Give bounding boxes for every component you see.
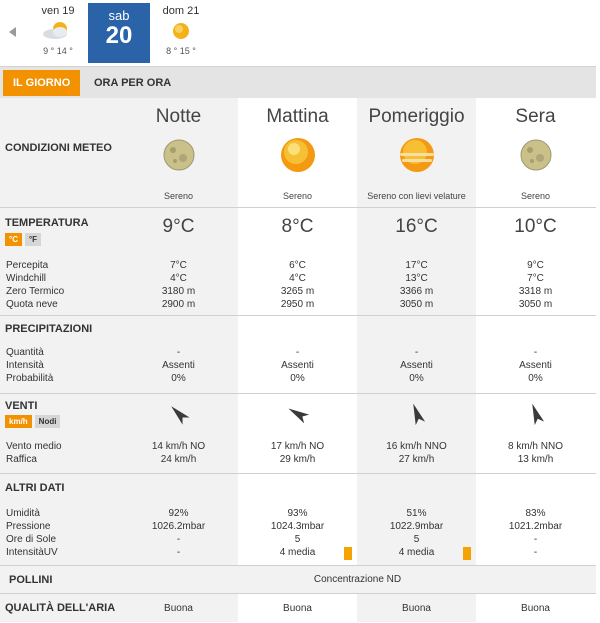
condition-text: Sereno — [282, 191, 313, 201]
sublabel-raffica: Raffica — [6, 454, 37, 465]
air-column — [238, 594, 357, 622]
air-value: Buona — [402, 603, 431, 614]
wind-arrow-icon — [522, 399, 549, 428]
wind-detail: 17 km/h NO — [270, 441, 325, 452]
wind-detail: 14 km/h NO — [151, 441, 206, 452]
precip-column — [119, 316, 238, 393]
precip-detail: Assenti — [281, 360, 314, 371]
other-detail: - — [176, 547, 181, 558]
unit-knots-button[interactable]: Nodi — [35, 415, 61, 428]
temp-value: 16°C — [395, 216, 438, 237]
row-label — [0, 394, 119, 473]
wind-column — [357, 394, 476, 473]
other-detail: - — [533, 547, 538, 558]
unit-fahrenheit-button[interactable]: °F — [25, 233, 41, 246]
temp-detail: 4°C — [170, 273, 187, 284]
other-detail: 83% — [525, 508, 546, 519]
day-number: 20 — [105, 22, 133, 49]
period-column — [357, 98, 476, 207]
other-detail: - — [176, 534, 181, 545]
precip-detail: Assenti — [400, 360, 433, 371]
precipitation-title: PRECIPITAZIONI — [5, 323, 93, 335]
other-detail: 93% — [287, 508, 308, 519]
sublabel-probabilita: Probabilità — [6, 373, 54, 384]
precip-detail: 0% — [290, 373, 305, 384]
precipitation-row — [0, 316, 596, 394]
wind-detail: 8 km/h NNO — [507, 441, 563, 452]
period-name: Pomeriggio — [368, 106, 465, 127]
forecast-table — [0, 98, 596, 622]
sun-hazy-icon — [397, 136, 437, 174]
wind-arrow-icon — [282, 399, 313, 428]
row-label — [0, 98, 119, 207]
air-column — [119, 594, 238, 622]
temp-detail: 9°C — [527, 260, 544, 271]
condition-text: Sereno con lievi velature — [367, 191, 466, 201]
temp-detail: 3366 m — [399, 286, 434, 297]
other-column — [119, 474, 238, 565]
period-column — [476, 98, 595, 207]
sublabel-zero-termico: Zero Termico — [6, 286, 65, 297]
other-detail: 1026.2mbar — [151, 521, 206, 532]
wind-detail: 24 km/h — [160, 454, 197, 465]
temp-value: 8°C — [281, 216, 314, 237]
uv-indicator — [463, 547, 471, 560]
sun-icon — [279, 136, 317, 174]
precip-detail: - — [295, 347, 300, 358]
temp-column — [238, 208, 357, 315]
day-temps: 8 ° 15 ° — [166, 46, 196, 56]
temp-detail: 7°C — [527, 273, 544, 284]
day-name: ven 19 — [41, 5, 75, 17]
day-tab-dom-21[interactable] — [150, 3, 212, 63]
wind-arrow-icon — [403, 399, 430, 428]
partly-cloudy-icon — [27, 18, 89, 44]
period-column — [119, 98, 238, 207]
precip-column — [357, 316, 476, 393]
row-label — [0, 316, 119, 393]
other-data-title: ALTRI DATI — [5, 482, 65, 494]
precip-detail: - — [533, 347, 538, 358]
unit-celsius-button[interactable]: °C — [5, 233, 22, 246]
temp-detail: 17°C — [405, 260, 428, 271]
period-name: Sera — [515, 106, 556, 127]
precip-detail: 0% — [171, 373, 186, 384]
other-detail: 92% — [168, 508, 189, 519]
prev-day-arrow-icon[interactable] — [9, 27, 16, 37]
temp-detail: 3050 m — [518, 299, 553, 310]
uv-indicator — [344, 547, 352, 560]
sublabel-intensita: Intensità — [6, 360, 44, 371]
conditions-row — [0, 98, 596, 208]
precip-detail: 0% — [528, 373, 543, 384]
temp-detail: 3180 m — [161, 286, 196, 297]
temp-column — [119, 208, 238, 315]
temp-detail: 6°C — [289, 260, 306, 271]
sublabel-windchill: Windchill — [6, 273, 47, 284]
wind-row — [0, 394, 596, 474]
other-detail: 4 media — [398, 547, 435, 558]
other-column — [357, 474, 476, 565]
tab-ora-per-ora[interactable]: ORA PER ORA — [94, 77, 172, 89]
other-detail: 5 — [413, 534, 420, 545]
sublabel-pressione: Pressione — [6, 521, 51, 532]
day-name: sab — [108, 8, 130, 23]
day-tab-ven-19[interactable] — [27, 3, 89, 63]
day-name: dom 21 — [162, 5, 200, 17]
day-tab-sab-20[interactable] — [88, 3, 150, 63]
row-label — [0, 566, 119, 593]
temperature-title: TEMPERATURA — [5, 217, 89, 229]
other-column — [238, 474, 357, 565]
air-value: Buona — [521, 603, 550, 614]
precip-detail: - — [414, 347, 419, 358]
other-detail: 51% — [406, 508, 427, 519]
air-value: Buona — [164, 603, 193, 614]
sublabel-umidita: Umidità — [6, 508, 40, 519]
view-tabs — [0, 66, 596, 98]
unit-kmh-button[interactable]: km/h — [5, 415, 32, 428]
day-navigation — [0, 0, 600, 66]
wind-arrow-icon — [163, 398, 194, 429]
temp-detail: 13°C — [405, 273, 428, 284]
precip-column — [238, 316, 357, 393]
wind-column — [238, 394, 357, 473]
temp-column — [357, 208, 476, 315]
air-column — [476, 594, 595, 622]
period-name: Mattina — [266, 106, 329, 127]
sublabel-vento-medio: Vento medio — [6, 441, 62, 452]
temp-detail: 3318 m — [518, 286, 553, 297]
pollen-title: POLLINI — [9, 574, 53, 586]
precip-detail: Assenti — [162, 360, 195, 371]
tab-il-giorno[interactable]: IL GIORNO — [3, 70, 80, 96]
other-detail: 1021.2mbar — [508, 521, 563, 532]
pollen-row — [0, 566, 596, 594]
sublabel-intensita-uv: IntensitàUV — [6, 547, 58, 558]
pollen-value: Concentrazione ND — [313, 574, 402, 585]
temp-value: 9°C — [162, 216, 195, 237]
wind-column — [119, 394, 238, 473]
row-label — [0, 474, 119, 565]
wind-detail: 13 km/h — [517, 454, 554, 465]
day-temps: 9 ° 14 ° — [43, 46, 73, 56]
temp-detail: 4°C — [289, 273, 306, 284]
sublabel-ore-di-sole: Ore di Sole — [6, 534, 57, 545]
row-label — [0, 208, 119, 315]
temp-detail: 7°C — [170, 260, 187, 271]
temp-detail: 2900 m — [161, 299, 196, 310]
other-data-row — [0, 474, 596, 566]
air-column — [357, 594, 476, 622]
other-detail: 5 — [294, 534, 301, 545]
moon-icon — [162, 138, 196, 172]
wind-title: VENTI — [5, 400, 38, 412]
precip-detail: - — [176, 347, 181, 358]
wind-detail: 16 km/h NNO — [386, 441, 447, 452]
temp-column — [476, 208, 595, 315]
other-detail: 1022.9mbar — [389, 521, 444, 532]
air-quality-title: QUALITÀ DELL'ARIA — [5, 602, 116, 614]
precip-detail: Assenti — [519, 360, 552, 371]
sublabel-quantita: Quantità — [6, 347, 44, 358]
sublabel-percepita: Percepita — [6, 260, 49, 271]
air-quality-row — [0, 594, 596, 622]
other-column — [476, 474, 595, 565]
sublabel-quota-neve: Quota neve — [6, 299, 58, 310]
temp-detail: 2950 m — [280, 299, 315, 310]
precip-column — [476, 316, 595, 393]
temp-detail: 3265 m — [280, 286, 315, 297]
other-detail: 4 media — [279, 547, 316, 558]
conditions-title: CONDIZIONI METEO — [5, 142, 112, 154]
precip-detail: 0% — [409, 373, 424, 384]
period-column — [238, 98, 357, 207]
temp-sublabels — [6, 259, 64, 311]
wind-column — [476, 394, 595, 473]
wind-detail: 29 km/h — [279, 454, 316, 465]
air-value: Buona — [283, 603, 312, 614]
row-label — [0, 594, 119, 622]
temp-value: 10°C — [514, 216, 557, 237]
period-name: Notte — [155, 106, 202, 127]
condition-text: Sereno — [163, 191, 194, 201]
other-detail: 1024.3mbar — [270, 521, 325, 532]
condition-text: Sereno — [520, 191, 551, 201]
sun-icon — [150, 18, 212, 44]
other-detail: - — [533, 534, 538, 545]
temp-detail: 3050 m — [399, 299, 434, 310]
wind-detail: 27 km/h — [398, 454, 435, 465]
temperature-row — [0, 208, 596, 316]
moon-icon — [519, 138, 553, 172]
